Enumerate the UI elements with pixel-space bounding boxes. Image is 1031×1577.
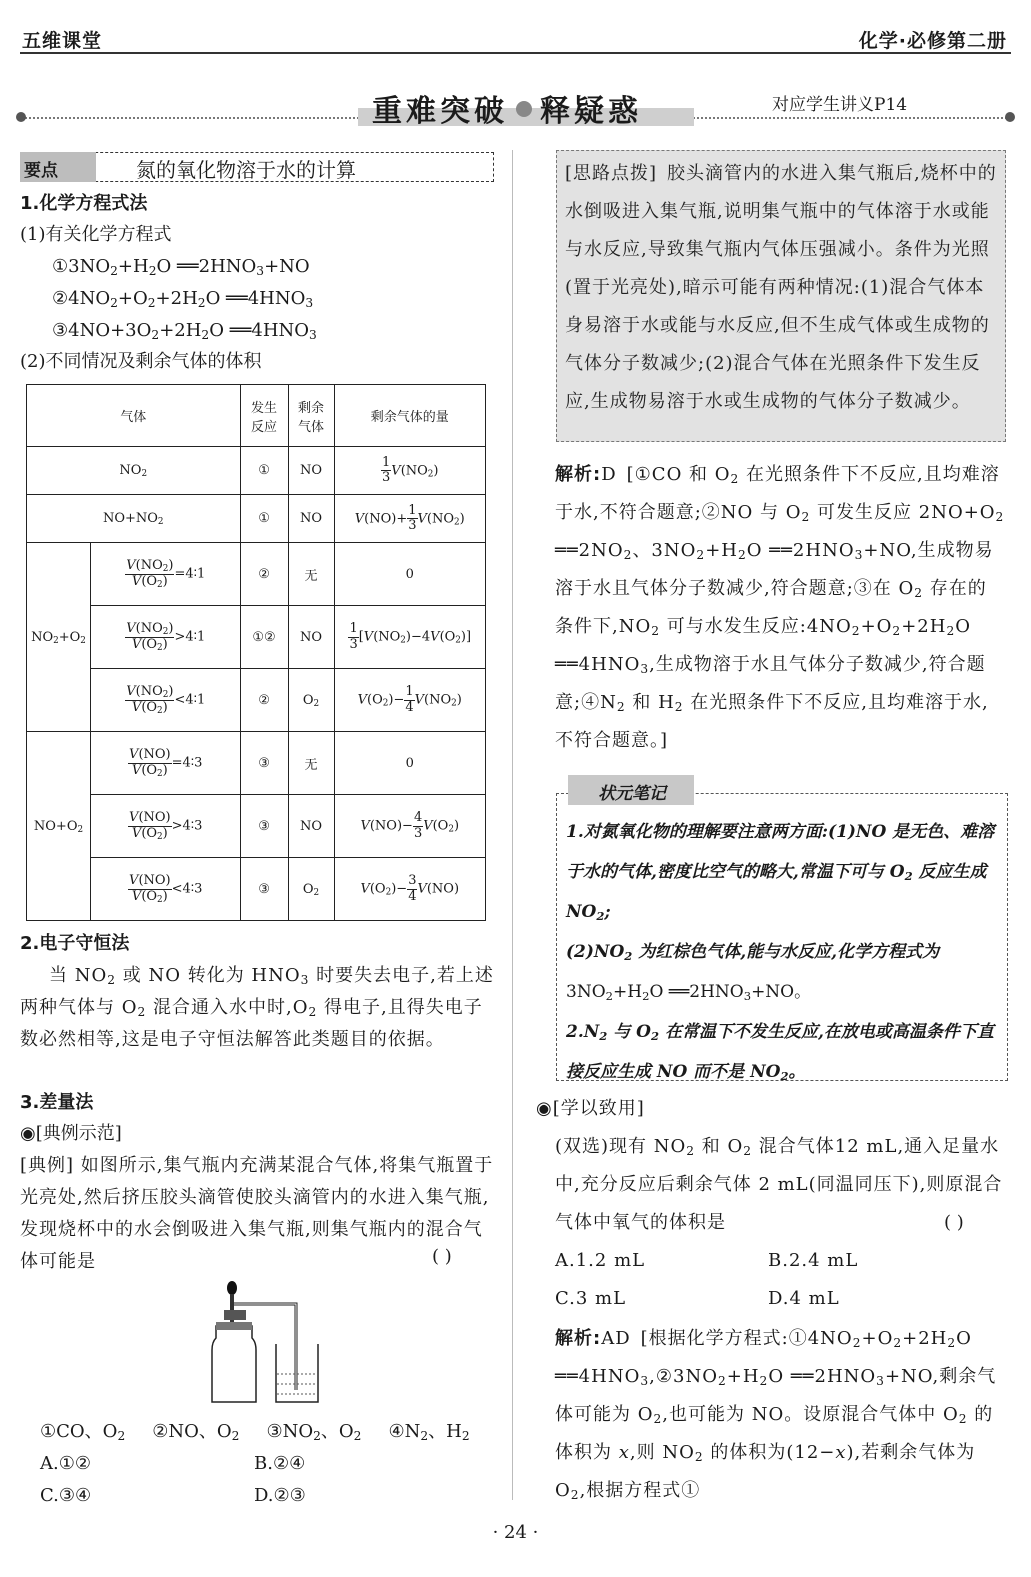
banner-bullet-icon [516, 101, 532, 117]
heading-electron-method: 2.电子守恒法 [20, 933, 130, 954]
topic-tag: 要点 [20, 152, 96, 182]
heading-difference-method: 3.差量法 [20, 1092, 94, 1113]
scholar-notes-tag: 状元笔记 [568, 775, 694, 805]
table-row: $\frac{V(NO)}{V(O_2)}$ <4∶3 ③ $O_2$ $V(O_2)-$ $\frac{3}{4}$ V(NO) [27, 858, 486, 921]
example-analysis: 解析:D [①CO 和 $O_2$ 在光照条件下不反应,且均难溶于水,不符合题意;②NO 与 $O_2$ 可发生反应 $2NO+O_2$ $══2NO_2$、$3NO_2+H_2O$ $══2HNO_3+NO$,生成物易溶于水且气体分子数减少,符合题意;③在 $O_2$ 存在的条件下$,NO_2$ 可与水发生反应$:4NO_2+O_2+2H_2O$ $══4HNO_3$,生成物溶于水且气体分子数减少,符合题意$;④N_2$ 和 $H_2$ 在光照条件下不反应,且均难溶于水,不符合题意。] [555, 464, 1005, 751]
header-rule [20, 52, 1011, 54]
scholar-notes-text: 1.对氮氧化物的理解要注意两方面:(1)NO 是无色、难溶于水的气体,密度比空气的略大,常温下可与 $O_2$ 反应生成 $NO_2$; $(2)NO_2$ 为红棕色气体,能与水反应,化学方程式为 $3NO_2+H_2O$ $══2HNO_3+NO$。 $2.N_2$ 与 $O_2$ 在常温下不发生反应,在放电或高温条件下直接反应生成 NO 而不是 $NO_2$。 [566, 822, 995, 1083]
banner-dot-left [16, 112, 26, 122]
table-row: $NO+O_2$ $\frac{V(NO)}{V(O_2)}$ =4∶3 ③ 无 0 [27, 732, 486, 795]
subheading-cases: (2)不同情况及剩余气体的体积 [20, 351, 262, 372]
gas-bottle-apparatus-figure [204, 1280, 328, 1412]
handout-reference: 对应学生讲义P14 [772, 95, 908, 115]
table-header-amount: 剩余气体的量 [334, 385, 485, 447]
table-header-residue: 剩余 气体 [288, 385, 334, 447]
section-banner-title: 重难突破 释疑惑 [372, 94, 642, 129]
example-question: [典例] 如图所示,集气瓶内充满某混合气体,将集气瓶置于光亮处,然后挤压胶头滴管使胶头滴管内的水进入集气瓶,发现烧杯中的水会倒吸进入集气瓶,则集气瓶内的混合气体可能是 [20, 1155, 494, 1272]
electron-method-text: 当 $NO_2$ 或 NO 转化为 $HNO_3$ 时要失去电子,若上述两种气体与 $O_2$ 混合通入水中时$,O_2$ 得电子,且得失电子数必然相等,这是电子守恒法解答此类题目的依据。 [20, 965, 494, 1050]
table-row: $NO_2+O_2$ $\frac{V(NO_2)}{V(O_2)}$ =4∶1 ② 无 0 [27, 543, 486, 606]
subheading-equations: (1)有关化学方程式 [20, 224, 172, 245]
apply-option-c: C.3 mL [555, 1288, 627, 1309]
apply-option-d: D.4 mL [768, 1288, 840, 1309]
example-heading: ◉[典例示范] [20, 1123, 122, 1144]
table-header-gas: 气体 [27, 385, 241, 447]
option-list: ①CO、$O_2$ ②NO、$O_2$ $③NO_2$、$O_2$ $④N_2$、$H_2$ [40, 1421, 470, 1444]
table-row: $\frac{V(NO_2)}{V(O_2)}$ <4∶1 ② $O_2$ $V(O_2)-$ $\frac{1}{4}$ $V(NO_2)$ [27, 669, 486, 732]
table-row: $NO+NO_2$ ① NO V(NO)+ $\frac{1}{3}$ $V(NO_2)$ [27, 495, 486, 543]
table-row: $NO_2$ ① NO $\frac{1}{3}$ $V(NO_2)$ [27, 447, 486, 495]
apply-option-b: B.2.4 mL [768, 1250, 859, 1271]
option-b: B.②④ [254, 1453, 306, 1474]
table-row: $\frac{V(NO_2)}{V(O_2)}$ >4∶1 ①② NO $\frac{1}{3}$ $[V(NO_2)-4V(O_2)]$ [27, 606, 486, 669]
thinking-hint-text: [思路点拨] 胶头滴管内的水进入集气瓶后,烧杯中的水倒吸进入集气瓶,说明集气瓶中的气体溶于水或能与水反应,导致集气瓶内气体压强减小。条件为光照(置于光亮处),暗示可能有两种情况:(1)混合气体本身易溶于水或能与水反应,但不生成气体或生成物的气体分子数减少;(2)混合气体在光照条件下发生反应,生成物易溶于水或生成物的气体分子数减少。 [565, 163, 997, 412]
answer-paren: ( ) [432, 1246, 452, 1267]
page-number: · 24 · [492, 1522, 539, 1543]
option-a: A.①② [40, 1453, 91, 1474]
equation-3: $③4NO+3O_2+2H_2O$ $══4HNO_3$ [52, 320, 317, 343]
gas-volume-table [26, 384, 486, 921]
thinking-hint-box [556, 150, 1006, 442]
apply-analysis: 解析:AD [根据化学方程式$:①4NO_2+O_2+2H_2O$ $══4HNO_3,②3NO_2+H_2O$ $══2HNO_3+NO$,剩余气体可能为 $O_2$,也可能为 NO。设原混合气体中 $O_2$ 的体积为 x,则 $NO_2$ 的体积为(12−x),若剩余气体为 $O_2$,根据方程式① [555, 1328, 997, 1503]
equation-2: $②4NO_2+O_2+2H_2O$ $══4HNO_3$ [52, 288, 314, 311]
brand-logo-text: 五维课堂 [22, 30, 103, 52]
table-header-reaction: 发生 反应 [240, 385, 288, 447]
heading-equation-method: 1.化学方程式法 [20, 193, 148, 214]
apply-answer-paren: ( ) [944, 1212, 964, 1233]
equation-1: $①3NO_2+H_2O$ $══2HNO_3+NO$ [52, 256, 310, 279]
topic-title: 氮的氧化物溶于水的计算 [136, 158, 356, 182]
table-row: $\frac{V(NO)}{V(O_2)}$ >4∶3 ③ NO V(NO)− $\frac{4}{3}$ $V(O_2)$ [27, 795, 486, 858]
banner-dot-right [1005, 112, 1015, 122]
option-c: C.③④ [40, 1485, 92, 1506]
apply-question: (双选)现有 $NO_2$ 和 $O_2$ 混合气体12 mL,通入足量水中,充分反应后剩余气体 2 mL(同温同压下),则原混合气体中氧气的体积是 [555, 1136, 1003, 1233]
course-title: 化学·必修第二册 [858, 30, 1007, 52]
option-d: D.②③ [254, 1485, 306, 1506]
column-divider [512, 150, 513, 1500]
apply-option-a: A.1.2 mL [555, 1250, 646, 1271]
apply-heading: ◉[学以致用] [536, 1098, 645, 1119]
